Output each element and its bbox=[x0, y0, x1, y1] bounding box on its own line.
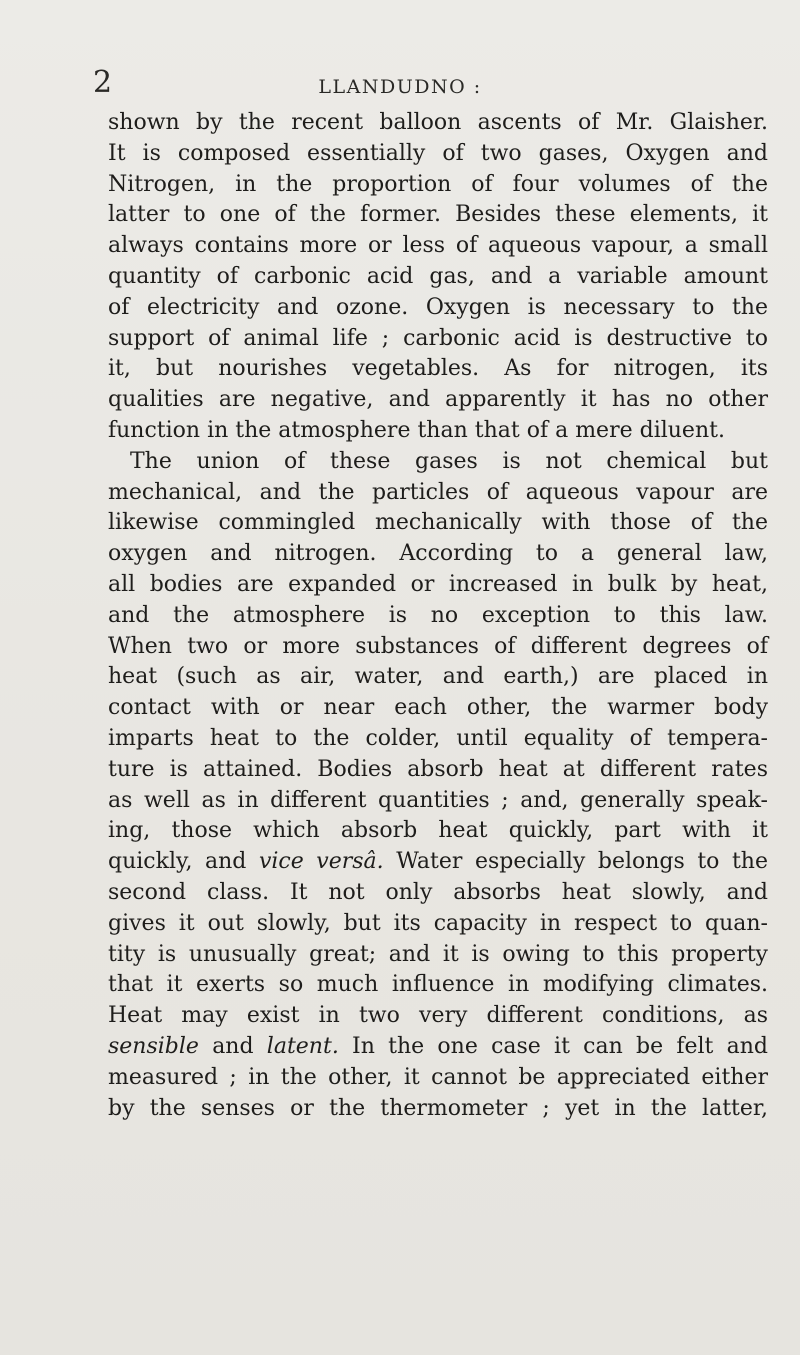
text-line-mixed bbox=[108, 1032, 768, 1063]
text-line: function in the atmosphere than that of a mere diluent. bbox=[108, 417, 725, 443]
running-head-title: LLANDUDNO : bbox=[318, 76, 482, 98]
text-line: Nitrogen, in the proportion of four volumes of the bbox=[108, 171, 768, 197]
text-line: that it exerts so much influence in modifying climates. bbox=[108, 972, 768, 998]
text-line: quantity of carbonic acid gas, and a variable amount bbox=[108, 263, 768, 289]
text-line: heat (such as air, water, and earth,) are placed in bbox=[108, 664, 768, 690]
text-line: mechanical, and the particles of aqueous vapour are bbox=[108, 479, 768, 505]
text-line: and the atmosphere is no exception to this law. bbox=[108, 602, 768, 628]
text-line: Heat may exist in two very different conditions, as bbox=[108, 1003, 768, 1029]
text-segment: Water especially belongs to the bbox=[396, 849, 768, 875]
text-segment: and bbox=[212, 1033, 254, 1059]
text-line: of electricity and ozone. Oxygen is necessary to the bbox=[108, 294, 768, 320]
text-segment: quickly, and bbox=[108, 849, 247, 875]
text-line: second class. It not only absorbs heat slowly, and bbox=[108, 879, 768, 905]
text-line: qualities are negative, and apparently it has no other bbox=[108, 387, 768, 413]
text-line: shown by the recent balloon ascents of Mr. Glaisher. bbox=[108, 110, 768, 135]
text-line: always contains more or less of aqueous vapour, a small bbox=[108, 233, 768, 259]
text-line: imparts heat to the colder, until equality of tempera- bbox=[108, 725, 768, 751]
italic-phrase: sensible bbox=[108, 1033, 199, 1059]
text-line: by the senses or the thermometer ; yet in the latter, bbox=[108, 1095, 768, 1121]
text-line: gives it out slowly, but its capacity in respect to quan- bbox=[108, 910, 768, 936]
text-line-mixed bbox=[108, 847, 768, 878]
text-line: all bodies are expanded or increased in bulk by heat, bbox=[108, 571, 768, 597]
text-line: oxygen and nitrogen. According to a general law, bbox=[108, 541, 768, 567]
text-line: The union of these gases is not chemical but bbox=[130, 448, 768, 474]
body-text bbox=[108, 108, 768, 1124]
text-line: contact with or near each other, the warmer body bbox=[108, 695, 768, 721]
text-line: latter to one of the former. Besides these elements, it bbox=[108, 202, 768, 228]
text-line: ture is attained. Bodies absorb heat at different rates bbox=[108, 756, 768, 782]
text-line: When two or more substances of different degrees of bbox=[108, 633, 768, 659]
text-line: measured ; in the other, it cannot be appreciated either bbox=[108, 1064, 768, 1090]
text-line: It is composed essentially of two gases, Oxygen and bbox=[108, 140, 768, 166]
text-line: likewise commingled mechanically with those of the bbox=[108, 510, 768, 536]
text-line: support of animal life ; carbonic acid is destructive to bbox=[108, 325, 768, 351]
text-line: as well as in different quantities ; and, generally speak- bbox=[108, 787, 768, 813]
text-line: tity is unusually great; and it is owing to this property bbox=[108, 941, 768, 967]
text-line: it, but nourishes vegetables. As for nitrogen, its bbox=[108, 356, 768, 382]
text-segment: In the one case it can be felt and bbox=[352, 1033, 768, 1059]
italic-phrase: vice versâ. bbox=[258, 849, 384, 875]
text-line: ing, those which absorb heat quickly, part with it bbox=[108, 818, 768, 844]
page-number: 2 bbox=[93, 65, 113, 100]
italic-phrase: latent. bbox=[266, 1033, 339, 1059]
